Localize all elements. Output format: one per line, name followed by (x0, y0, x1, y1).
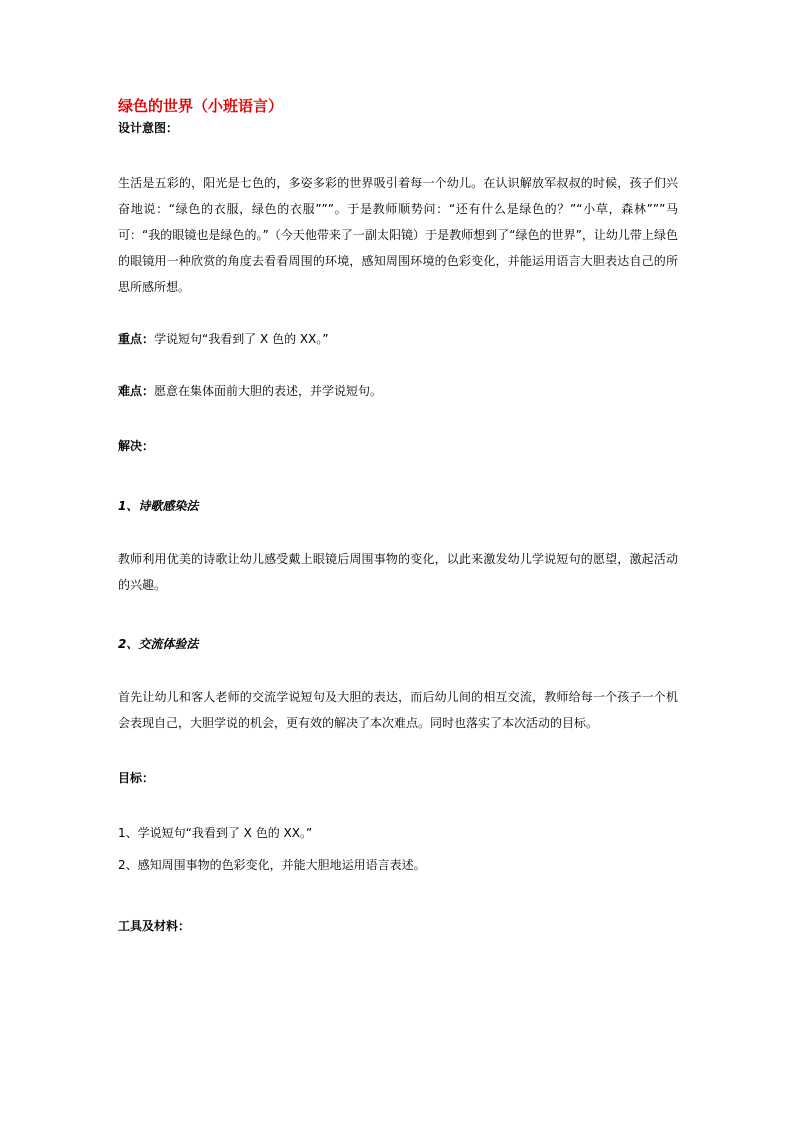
document-title: 绿色的世界（小班语言） (118, 97, 284, 115)
solution-label: 解决： (118, 439, 155, 453)
method-1-paragraph: 教师利用优美的诗歌让幼儿感受戴上眼镜后周围事物的变化，以此来激发幼儿学说短句的愿望，激起活动的兴趣。 (118, 552, 678, 592)
document-content (118, 96, 678, 936)
key-point-paragraph (118, 326, 678, 352)
difficulty-text: 愿意在集体面前大胆的表述，并学说短句。 (154, 384, 383, 398)
design-intent-label: 设计意图： (118, 121, 179, 135)
goals-list (118, 820, 678, 878)
method-2-title: 2、交流体验法 (118, 637, 199, 651)
method-2-paragraph: 首先让幼儿和客人老师的交流学说短句及大胆的表达，而后幼儿间的相互交流，教师给每一个孩子一个机会表现自己，大胆学说的机会，更有效的解决了本次难点。同时也落实了本次活动的目标。 (118, 690, 678, 730)
goals-label: 目标： (118, 771, 155, 785)
goal-item-2: 2、感知周围事物的色彩变化，并能大胆地运用语言表述。 (118, 858, 426, 872)
goal-item-1: 1、学说短句“我看到了 X 色的 XX。” (118, 826, 313, 840)
materials-label: 工具及材料： (118, 919, 191, 933)
difficulty-paragraph (118, 378, 678, 404)
method-1-title: 1、诗歌感染法 (118, 499, 199, 513)
design-intent-paragraph: 生活是五彩的，阳光是七色的，多姿多彩的世界吸引着每一个幼儿。在认识解放军叔叔的时候，孩子们兴奋地说：“绿色的衣服，绿色的衣服”””。于是教师顺势问：“还有什么是绿色的？”“小草，森林”””马可：“我的眼镜也是绿色的。”（今天他带来了一副太阳镜）于是教师想到了“绿色的世界”，让幼儿带上绿色的眼镜用一种欣赏的角度去看看周围的环境，感知周围环境的色彩变化，并能运用语言大胆表达自己的所思所感所想。 (118, 176, 678, 294)
key-point-text: 学说短句“我看到了 X 色的 XX。” (154, 332, 329, 346)
difficulty-label: 难点： (118, 384, 155, 398)
key-point-label: 重点： (118, 332, 155, 346)
